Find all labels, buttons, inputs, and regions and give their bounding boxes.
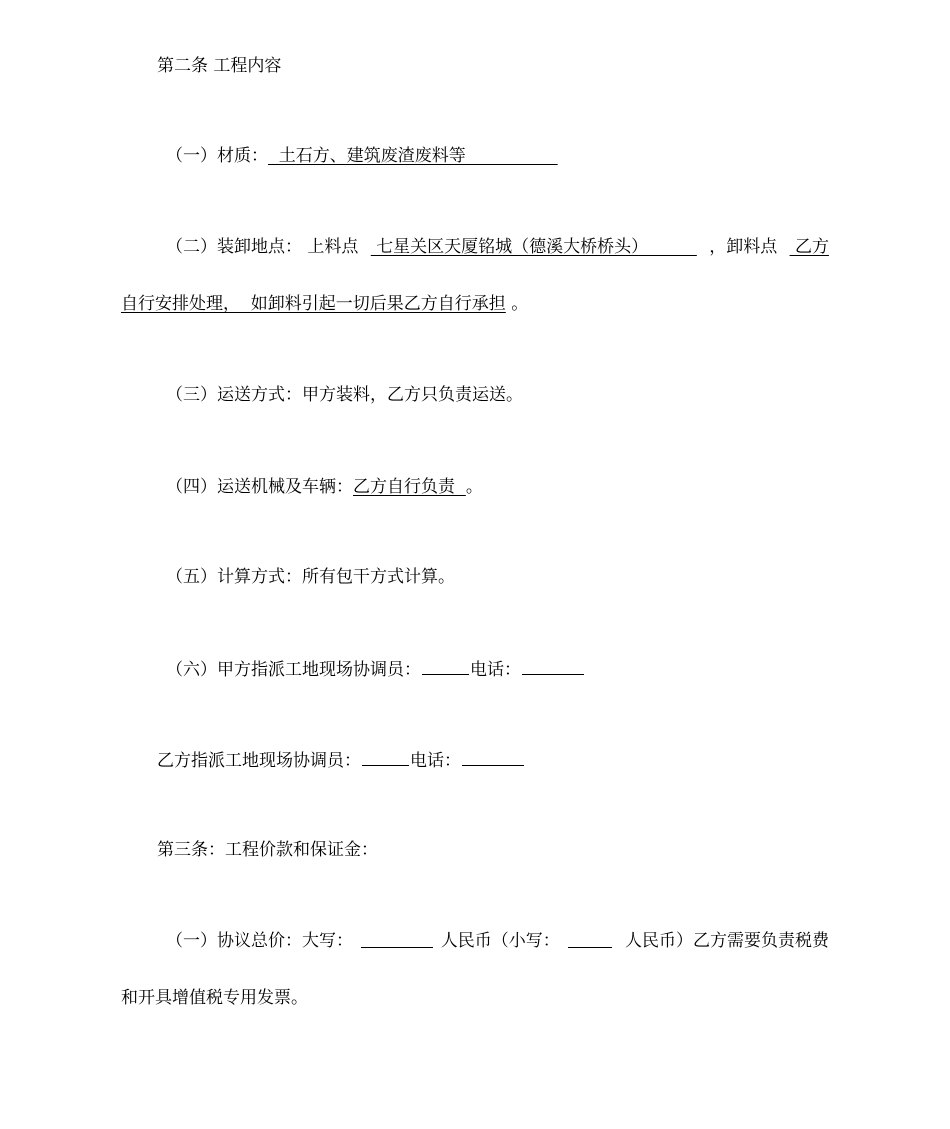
- unload-point-value-start: 乙方: [789, 237, 829, 257]
- party-a-phone-blank: [522, 657, 584, 675]
- item-2-end: 。: [505, 294, 529, 314]
- item-6-party-a-coordinator: [166, 657, 585, 681]
- party-b-coordinator: [157, 748, 525, 772]
- party-a-phone-label: 电话：: [470, 660, 521, 680]
- item-4-label: （四）运送机械及车辆：: [166, 477, 353, 497]
- item-1-label: （一）材质：: [166, 146, 268, 166]
- item-2-mid: ，卸料点: [709, 237, 778, 257]
- material-value: 土石方、建筑废渣废料等: [268, 146, 558, 166]
- party-a-coordinator-blank: [422, 657, 469, 675]
- party-b-phone-blank: [462, 748, 524, 766]
- item-3-transport-method: （三）运送方式：甲方装料，乙方只负责运送。: [166, 385, 523, 405]
- price-lowercase-blank: [568, 930, 612, 948]
- price-line-2: 和开具增值税专用发票。: [121, 988, 308, 1008]
- price-rmb-label: 人民币（小写：: [440, 931, 560, 951]
- item-4-vehicles: [166, 476, 483, 498]
- party-a-coordinator-label: （六）甲方指派工地现场协调员：: [166, 660, 421, 680]
- price-label: （一）协议总价：大写：: [166, 931, 353, 951]
- price-tax-clause: 人民币）乙方需要负责税费: [619, 931, 829, 951]
- item-5-calculation: （五）计算方式：所有包干方式计算。: [166, 567, 455, 587]
- load-point-value: 七星关区天厦铭城（德溪大桥桥头）: [370, 237, 697, 257]
- item-1-material: [166, 145, 558, 167]
- item-2-label: （二）装卸地点： 上料点: [166, 237, 359, 257]
- item-4-end: 。: [465, 477, 483, 497]
- party-b-phone-label: 电话：: [410, 751, 461, 771]
- vehicles-value: 乙方自行负责: [353, 477, 466, 497]
- party-b-coordinator-blank: [362, 748, 409, 766]
- section-2-title: 第二条 工程内容: [157, 56, 282, 76]
- section-3-title: 第三条：工程价款和保证金：: [157, 840, 378, 860]
- item-2-location-line-1: [166, 236, 829, 258]
- party-b-coordinator-label: 乙方指派工地现场协调员：: [157, 751, 361, 771]
- price-line-1: [166, 930, 829, 952]
- unload-point-value-end: 自行安排处理， 如卸料引起一切后果乙方自行承担: [121, 294, 506, 314]
- price-uppercase-blank: [361, 930, 433, 948]
- item-2-location-line-2: [121, 293, 528, 315]
